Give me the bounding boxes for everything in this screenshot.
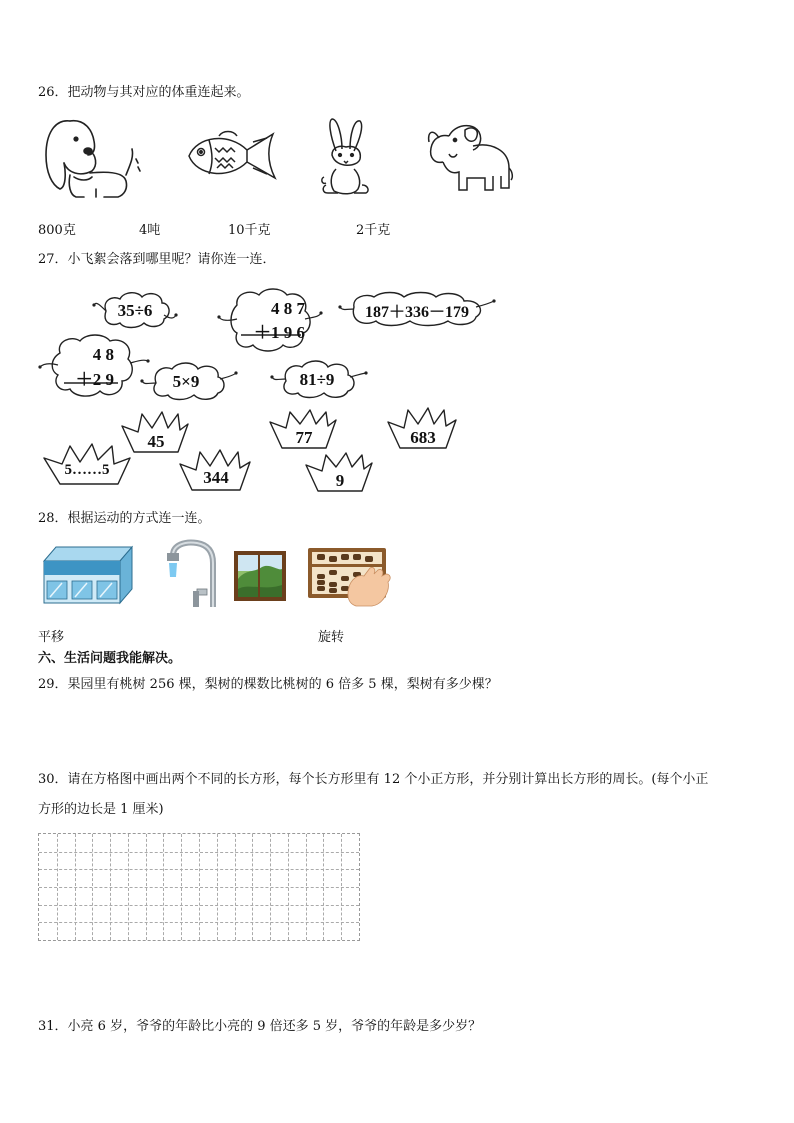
q26-text: 26．把动物与其对应的体重连起来。 — [38, 85, 250, 100]
q30-text-line1: 30．请在方格图中画出两个不同的长方形，每个长方形里有 12 个小正方形，并分别计算出长方形的周长。(每个小正 — [38, 772, 709, 787]
grid-line — [39, 852, 359, 853]
grass-number: 45 — [147, 432, 165, 451]
grass-number: 5……5 — [64, 462, 110, 478]
q27-text: 27．小飞絮会落到哪里呢？请你连一连． — [38, 252, 276, 267]
cloud-81-div-9 — [270, 359, 368, 399]
cloud-487-plus-196 — [215, 287, 323, 355]
grass-683 — [386, 406, 458, 450]
cloud-5-times-9 — [140, 361, 238, 401]
cloud-expression: 35÷6 — [117, 301, 153, 320]
grass-9 — [304, 451, 374, 493]
grass-number: 683 — [410, 428, 436, 447]
cloud-48-plus-29 — [38, 333, 150, 401]
label-rotation: 旋转 — [318, 630, 345, 645]
grass-number: 77 — [295, 428, 313, 447]
q30-text-line2: 方形的边长是 1 厘米) — [38, 802, 164, 817]
grid-line — [39, 905, 359, 906]
label-translation: 平移 — [38, 630, 65, 645]
abacus-icon — [308, 548, 392, 606]
cloud-35-div-6 — [92, 291, 178, 331]
grass-number: 9 — [335, 471, 345, 490]
drawer-cabinet-icon — [44, 547, 132, 603]
q31-text: 31．小亮 6 岁，爷爷的年龄比小亮的 9 倍还多 5 岁，爷爷的年龄是多少岁？ — [38, 1019, 482, 1034]
cloud-187-plus-336-minus-179 — [338, 291, 496, 327]
addition-top: 4 8 7 — [271, 299, 305, 318]
q28-text: 28．根据运动的方式连一连。 — [38, 511, 211, 526]
grid-line — [39, 869, 359, 870]
drawing-grid[interactable] — [38, 833, 360, 941]
grass-5-remainder-5 — [42, 442, 132, 486]
cloud-expression: 5×9 — [172, 372, 200, 391]
weight-label: 4吨 — [139, 223, 161, 238]
dog-icon — [40, 115, 140, 203]
grass-number: 344 — [203, 468, 229, 487]
cloud-expression: 81÷9 — [299, 370, 335, 389]
window-icon — [234, 551, 286, 601]
q29-text: 29．果园里有桃树 256 棵，梨树的棵数比桃树的 6 倍多 5 棵，梨树有多少棵？ — [38, 677, 498, 692]
rabbit-icon — [318, 115, 378, 201]
weight-label: 2千克 — [356, 223, 391, 238]
fish-icon — [183, 128, 279, 184]
addition-bottom: ＋1 9 6 — [254, 323, 305, 342]
grid-line — [39, 922, 359, 923]
faucet-icon — [163, 541, 219, 613]
grid-line — [39, 887, 359, 888]
weight-label: 10千克 — [228, 223, 271, 238]
addition-bottom: ＋2 9 — [75, 370, 114, 389]
addition-top: 4 8 — [92, 345, 114, 364]
section-title: 六、生活问题我能解决。 — [38, 651, 182, 666]
elephant-icon — [425, 118, 515, 198]
grass-77 — [268, 408, 338, 450]
weight-label: 800克 — [38, 223, 76, 238]
grass-344 — [178, 448, 252, 492]
cloud-expression: 187＋336－179 — [364, 304, 469, 321]
